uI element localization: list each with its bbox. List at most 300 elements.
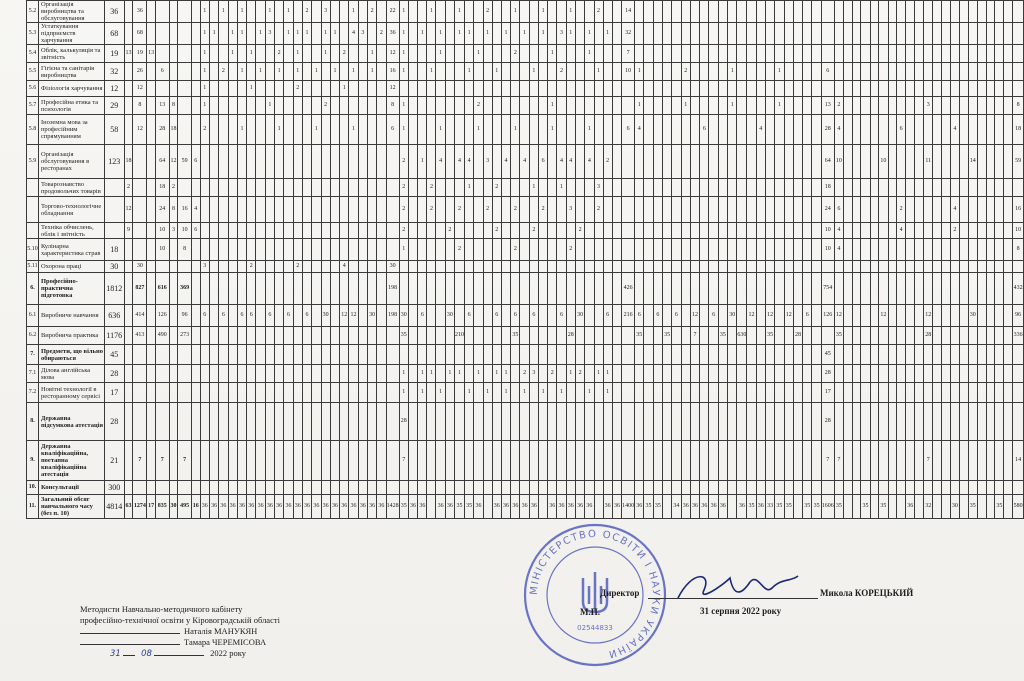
week-cell xyxy=(200,223,209,239)
week-cell xyxy=(612,223,621,239)
week-cell xyxy=(793,403,802,441)
week-cell xyxy=(718,273,727,305)
week-cell: 7 xyxy=(399,441,408,481)
week-cell xyxy=(575,115,584,145)
semester-total-cell xyxy=(386,441,399,481)
week-cell: 7 xyxy=(834,441,843,481)
week-cell xyxy=(852,345,861,365)
week-cell xyxy=(228,441,237,481)
week-cell xyxy=(367,273,376,305)
week-cell xyxy=(603,63,612,81)
total-hours-cell xyxy=(104,179,124,197)
week-cell xyxy=(870,495,879,519)
week-cell xyxy=(924,115,933,145)
week-cell xyxy=(408,481,417,495)
week-cell xyxy=(465,365,474,383)
week-cell xyxy=(377,97,386,115)
week-cell xyxy=(977,481,986,495)
week-cell xyxy=(959,197,968,223)
week-cell xyxy=(237,345,246,365)
week-cell xyxy=(906,481,915,495)
week-cell xyxy=(275,261,284,273)
week-cell xyxy=(539,495,548,519)
week-cell xyxy=(950,1,959,23)
week-cell xyxy=(377,179,386,197)
week-cell: 36 xyxy=(377,495,386,519)
week-cell: 36 xyxy=(200,495,209,519)
week-cell xyxy=(737,97,747,115)
week-cell xyxy=(575,23,584,45)
week-cell: 1 xyxy=(511,1,520,23)
week-cell xyxy=(247,383,256,403)
hours-cell-c5: 13 xyxy=(156,97,170,115)
week-cell: 7 xyxy=(690,327,699,345)
week-cell: 4 xyxy=(465,145,474,179)
week-cell xyxy=(455,403,465,441)
week-cell: 1 xyxy=(399,115,408,145)
week-cell: 1 xyxy=(399,383,408,403)
week-cell xyxy=(474,239,483,261)
week-cell xyxy=(330,261,339,273)
subject-name-cell: Устаткування підприємств харчування xyxy=(38,23,104,45)
week-cell: 1 xyxy=(501,365,510,383)
week-cell xyxy=(575,273,584,305)
week-cell xyxy=(793,383,802,403)
week-cell xyxy=(585,63,594,81)
week-cell xyxy=(681,481,690,495)
week-cell xyxy=(340,1,349,23)
week-cell xyxy=(539,365,548,383)
hours-cell-c5: 24 xyxy=(156,197,170,223)
week-cell xyxy=(284,327,293,345)
week-cell xyxy=(897,179,906,197)
week-cell: 1 xyxy=(455,23,465,45)
week-cell: 6 xyxy=(700,115,709,145)
week-cell xyxy=(566,345,575,365)
week-cell xyxy=(349,327,358,345)
week-cell: 3 xyxy=(358,23,367,45)
week-cell xyxy=(870,45,879,63)
subject-name-cell: Професійно-практична підготовка xyxy=(38,273,104,305)
hours-cell-c4 xyxy=(147,1,156,23)
week-cell xyxy=(681,239,690,261)
week-cell: 2 xyxy=(483,197,492,223)
week-cell xyxy=(321,223,330,239)
week-cell xyxy=(737,1,747,23)
week-cell: 36 xyxy=(501,495,510,519)
week-cell xyxy=(950,97,959,115)
week-cell xyxy=(237,383,246,403)
week-cell xyxy=(492,197,501,223)
hours-cell-c2 xyxy=(124,115,133,145)
week-cell xyxy=(474,145,483,179)
week-cell xyxy=(377,261,386,273)
semester-total-cell xyxy=(1013,63,1024,81)
week-cell xyxy=(265,261,274,273)
week-cell xyxy=(436,63,445,81)
week-cell xyxy=(529,145,538,179)
week-cell xyxy=(888,197,897,223)
hours-cell-c3: 413 xyxy=(133,327,147,345)
hours-cell-c8: 16 xyxy=(191,495,200,519)
week-cell xyxy=(737,63,747,81)
week-cell: 14 xyxy=(968,145,977,179)
week-cell xyxy=(455,45,465,63)
week-cell xyxy=(612,345,621,365)
week-cell xyxy=(662,97,671,115)
semester-total-cell xyxy=(821,327,834,345)
week-cell xyxy=(367,239,376,261)
week-cell xyxy=(501,223,510,239)
week-cell xyxy=(950,305,959,327)
week-cell: 36 xyxy=(690,495,699,519)
week-cell xyxy=(511,273,520,305)
week-cell xyxy=(219,45,228,63)
hours-cell-c2 xyxy=(124,383,133,403)
week-cell xyxy=(612,179,621,197)
week-cell xyxy=(483,97,492,115)
week-cell xyxy=(474,1,483,23)
date-blank xyxy=(123,655,135,656)
week-cell: 30 xyxy=(575,305,584,327)
week-cell xyxy=(906,179,915,197)
week-cell xyxy=(635,441,644,481)
hours-cell-c5: 10 xyxy=(156,223,170,239)
week-cell xyxy=(377,383,386,403)
total-hours-cell: 28 xyxy=(104,365,124,383)
week-cell xyxy=(539,45,548,63)
week-cell xyxy=(861,63,870,81)
table-row xyxy=(27,239,1024,261)
week-cell xyxy=(924,179,933,197)
week-cell xyxy=(566,481,575,495)
week-cell xyxy=(256,45,265,63)
week-cell xyxy=(700,345,709,365)
week-cell xyxy=(870,305,879,327)
total-hours-cell: 18 xyxy=(104,239,124,261)
week-cell xyxy=(793,481,802,495)
week-cell: 36 xyxy=(756,495,765,519)
week-cell xyxy=(511,365,520,383)
week-cell xyxy=(247,345,256,365)
week-cell xyxy=(784,481,793,495)
week-cell xyxy=(603,261,612,273)
week-cell xyxy=(959,441,968,481)
week-cell xyxy=(436,1,445,23)
week-cell xyxy=(367,81,376,97)
semester-total-cell xyxy=(1013,365,1024,383)
hours-cell-c6 xyxy=(169,81,178,97)
week-cell xyxy=(897,481,906,495)
week-cell xyxy=(942,383,951,403)
week-cell xyxy=(275,223,284,239)
total-hours-cell: 1176 xyxy=(104,327,124,345)
week-cell xyxy=(709,261,718,273)
semester-total-cell xyxy=(1013,45,1024,63)
week-cell xyxy=(349,273,358,305)
week-cell xyxy=(924,273,933,305)
week-cell xyxy=(950,239,959,261)
week-cell xyxy=(690,23,699,45)
week-cell xyxy=(852,145,861,179)
week-cell xyxy=(803,45,812,63)
week-cell xyxy=(690,1,699,23)
table-row xyxy=(27,45,1024,63)
total-hours-cell: 58 xyxy=(104,115,124,145)
week-cell xyxy=(539,273,548,305)
week-cell xyxy=(228,345,237,365)
row-number-cell: 5.2 xyxy=(27,1,39,23)
week-cell xyxy=(959,305,968,327)
week-cell xyxy=(603,115,612,145)
week-cell: 1 xyxy=(548,115,557,145)
methodist-1-name: Наталія МАНУКЯН xyxy=(184,626,258,636)
week-cell xyxy=(520,441,529,481)
week-cell: 36 xyxy=(511,495,520,519)
date-blank xyxy=(154,655,204,656)
week-cell xyxy=(775,145,784,179)
week-cell xyxy=(408,305,417,327)
semester-total-cell xyxy=(386,179,399,197)
week-cell xyxy=(520,115,529,145)
week-cell xyxy=(888,365,897,383)
week-cell xyxy=(709,403,718,441)
week-cell xyxy=(995,115,1004,145)
week-cell xyxy=(275,273,284,305)
week-cell xyxy=(977,145,986,179)
week-cell xyxy=(594,97,603,115)
week-cell xyxy=(408,97,417,115)
week-cell xyxy=(803,81,812,97)
week-cell xyxy=(340,63,349,81)
hours-cell-c5 xyxy=(156,345,170,365)
semester-total-cell: 28 xyxy=(821,115,834,145)
week-cell xyxy=(690,81,699,97)
hours-cell-c2 xyxy=(124,63,133,81)
semester-total-cell: 12 xyxy=(386,45,399,63)
week-cell xyxy=(265,327,274,345)
hours-cell-c3: 36 xyxy=(133,1,147,23)
week-cell xyxy=(377,223,386,239)
row-number-cell: 7.1 xyxy=(27,365,39,383)
week-cell xyxy=(765,345,774,365)
week-cell xyxy=(557,45,566,63)
week-cell xyxy=(312,179,321,197)
week-cell xyxy=(756,1,765,23)
week-cell xyxy=(690,239,699,261)
week-cell xyxy=(520,223,529,239)
week-cell: 36 xyxy=(358,495,367,519)
week-cell xyxy=(775,383,784,403)
week-cell: 1 xyxy=(367,45,376,63)
week-cell xyxy=(612,365,621,383)
week-cell xyxy=(408,81,417,97)
week-cell: 4 xyxy=(349,23,358,45)
hours-cell-c4 xyxy=(147,239,156,261)
week-cell xyxy=(756,305,765,327)
week-cell xyxy=(436,327,445,345)
week-cell xyxy=(986,441,995,481)
week-cell xyxy=(765,63,774,81)
week-cell: 1 xyxy=(427,1,436,23)
row-number-cell: 5.5 xyxy=(27,63,39,81)
hours-cell-c2 xyxy=(124,23,133,45)
week-cell xyxy=(784,81,793,97)
week-cell xyxy=(312,1,321,23)
week-cell xyxy=(888,97,897,115)
week-cell xyxy=(700,45,709,63)
week-cell xyxy=(408,239,417,261)
week-cell xyxy=(852,365,861,383)
week-cell xyxy=(209,115,218,145)
row-number-cell: 5.6 xyxy=(27,81,39,97)
week-cell xyxy=(906,261,915,273)
table-row xyxy=(27,273,1024,305)
week-cell xyxy=(644,239,653,261)
week-cell xyxy=(302,261,311,273)
week-cell: 1 xyxy=(200,45,209,63)
week-cell xyxy=(358,239,367,261)
week-cell: 1 xyxy=(474,115,483,145)
week-cell xyxy=(585,239,594,261)
week-cell xyxy=(474,23,483,45)
week-cell: 2 xyxy=(219,63,228,81)
week-cell xyxy=(879,481,888,495)
week-cell xyxy=(427,223,436,239)
week-cell: 2 xyxy=(247,261,256,273)
week-cell xyxy=(933,441,942,481)
week-cell xyxy=(399,81,408,97)
week-cell xyxy=(321,197,330,223)
table-row xyxy=(27,495,1024,519)
week-cell xyxy=(501,197,510,223)
week-cell xyxy=(662,441,671,481)
week-cell xyxy=(529,23,538,45)
week-cell xyxy=(539,305,548,327)
week-cell xyxy=(492,23,501,45)
week-cell xyxy=(377,1,386,23)
week-cell xyxy=(408,273,417,305)
week-cell xyxy=(603,441,612,481)
week-cell xyxy=(603,239,612,261)
week-cell xyxy=(995,305,1004,327)
semester-total-cell: 32 xyxy=(622,23,635,45)
week-cell xyxy=(612,383,621,403)
week-cell xyxy=(852,97,861,115)
week-cell xyxy=(879,403,888,441)
week-cell xyxy=(861,239,870,261)
week-cell xyxy=(793,115,802,145)
week-cell xyxy=(275,327,284,345)
week-cell xyxy=(879,327,888,345)
week-cell xyxy=(293,179,302,197)
week-cell xyxy=(367,145,376,179)
week-cell xyxy=(548,23,557,45)
week-cell xyxy=(728,495,737,519)
week-cell xyxy=(358,365,367,383)
week-cell xyxy=(870,261,879,273)
week-cell xyxy=(959,365,968,383)
week-cell xyxy=(1004,403,1013,441)
week-cell xyxy=(942,115,951,145)
week-cell xyxy=(844,179,853,197)
week-cell xyxy=(256,403,265,441)
week-cell xyxy=(237,239,246,261)
week-cell xyxy=(728,441,737,481)
semester-total-cell: 10 xyxy=(821,223,834,239)
week-cell xyxy=(879,197,888,223)
week-cell xyxy=(349,403,358,441)
table-row xyxy=(27,261,1024,273)
week-cell: 1 xyxy=(418,145,427,179)
week-cell xyxy=(219,441,228,481)
week-cell xyxy=(436,481,445,495)
week-cell xyxy=(367,345,376,365)
week-cell: 36 xyxy=(312,495,321,519)
week-cell xyxy=(775,441,784,481)
week-cell: 2 xyxy=(681,63,690,81)
week-cell xyxy=(483,327,492,345)
week-cell xyxy=(906,365,915,383)
semester-total-cell xyxy=(622,145,635,179)
week-cell xyxy=(321,179,330,197)
week-cell xyxy=(293,223,302,239)
semester-total-cell xyxy=(821,23,834,45)
week-cell xyxy=(690,481,699,495)
week-cell xyxy=(915,239,924,261)
week-cell: 6 xyxy=(302,305,311,327)
week-cell xyxy=(709,273,718,305)
week-cell xyxy=(672,45,681,63)
week-cell xyxy=(834,383,843,403)
week-cell xyxy=(455,481,465,495)
week-cell xyxy=(718,261,727,273)
week-cell xyxy=(942,403,951,441)
week-cell: 2 xyxy=(492,179,501,197)
week-cell xyxy=(408,441,417,481)
week-cell xyxy=(942,495,951,519)
week-cell xyxy=(209,261,218,273)
week-cell xyxy=(445,197,454,223)
week-cell xyxy=(879,179,888,197)
hours-cell-c4 xyxy=(147,441,156,481)
week-cell xyxy=(995,239,1004,261)
hours-cell-c5 xyxy=(156,1,170,23)
table-row xyxy=(27,23,1024,45)
week-cell: 35 xyxy=(653,495,662,519)
week-cell xyxy=(520,1,529,23)
week-cell xyxy=(906,1,915,23)
week-cell xyxy=(861,365,870,383)
week-cell xyxy=(834,481,843,495)
week-cell xyxy=(844,45,853,63)
week-cell xyxy=(747,383,756,403)
week-cell xyxy=(228,223,237,239)
week-cell xyxy=(861,261,870,273)
week-cell xyxy=(209,481,218,495)
hours-cell-c8 xyxy=(191,441,200,481)
week-cell: 1 xyxy=(436,23,445,45)
week-cell xyxy=(959,81,968,97)
week-cell xyxy=(228,239,237,261)
week-cell xyxy=(445,63,454,81)
week-cell xyxy=(367,441,376,481)
week-cell: 1 xyxy=(474,45,483,63)
week-cell xyxy=(219,327,228,345)
week-cell xyxy=(284,345,293,365)
week-cell xyxy=(959,273,968,305)
week-cell xyxy=(765,45,774,63)
